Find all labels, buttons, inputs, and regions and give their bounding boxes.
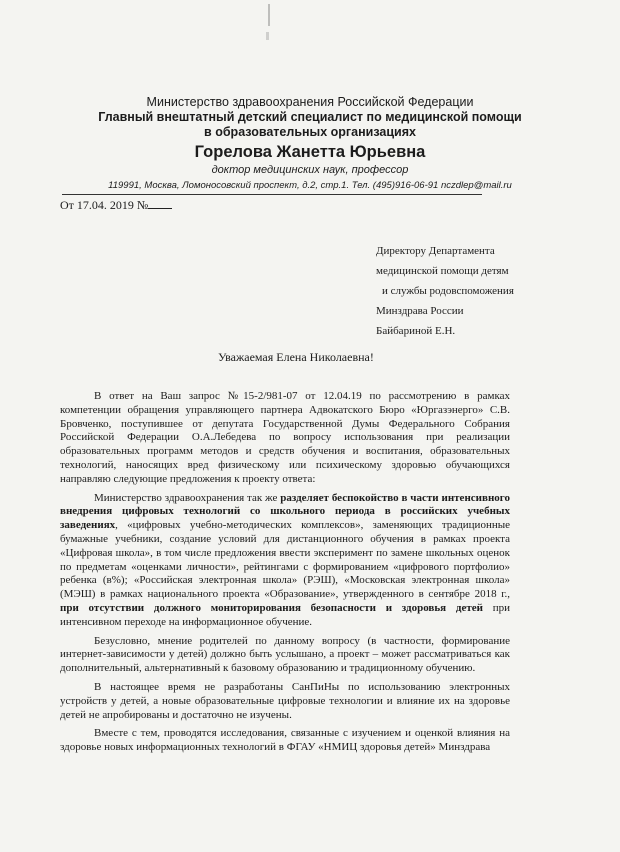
body-paragraph: Вместе с тем, проводятся исследования, связанные с изучением и оценкой влияния на здоровье новых информационных технологий в ФГАУ «НМИЦ здоровья детей» Минздрава: [60, 727, 510, 754]
letterhead-divider: [62, 194, 482, 195]
recipient-block: [376, 241, 556, 341]
body-text: Министерство здравоохранения так же: [94, 491, 281, 504]
letter-body: [60, 390, 510, 760]
body-paragraph: В ответ на Ваш запрос №15-2/981-07 от 12.04.19 по рассмотрению в рамках компетенции обращения управляющего партнера Адвокатского Бюро «Юргазэнерго» С.В. Бровченко, поступившее от депутата Государственной Думы Федерального Собрания Российской Федерации О.А.Лебедева по вопросу использования при реализации образовательных программ методов и средств обучения и воспитания, образовательных технологий, наносящих вред физическому или психическому здоровью обучающихся направляю следующие предложения к проекту ответа:: [60, 390, 510, 485]
body-paragraph: В настоящее время не разработаны СанПиНы по использованию электронных устройств у детей, а новые образовательные цифровые технологии и влияние их на здоровье детей не апробированы и достаточно не изучены.: [60, 680, 510, 721]
body-text: , «цифровых учебно-методических комплексов», заменяющих традиционные бумажные учебники, создание условий для дистанционного обучения в рамках проекта «Цифровая школа», в том числе предложения ввести эксперимент по замене школьных оценок по предметам «оценками личности», рейтингами с формированием «цифрового портфолио» ребенка (в%); «Российская электронная школа» (РЭШ), «Московская электронная школа» (МЭШ) в рамках национального проекта «Образование», утвержденного в сентябре 2018 г.,: [60, 519, 510, 601]
recipient-line: Байбариной Е.Н.: [376, 325, 456, 337]
body-text-bold: при отсутствии должного мониторирования безопасности и здоровья детей: [60, 601, 483, 614]
document-date-number: [60, 198, 172, 213]
specialist-title-line1: Главный внештатный детский специалист по медицинской помощи: [98, 110, 522, 124]
body-paragraph: [60, 492, 510, 630]
recipient-line: медицинской помощи детям: [376, 265, 509, 277]
document-number-blank: [148, 198, 172, 209]
scan-artifact: [266, 32, 269, 40]
ministry-name: Министерство здравоохранения Российской Федерации: [146, 95, 474, 109]
letterhead: [60, 94, 560, 192]
body-text-bold: разделяет беспокойство в части интенсивного внедрения цифровых технологий со школьного периода в российских учебных заведениях: [60, 491, 510, 532]
salutation: Уважаемая Елена Николаевна!: [218, 350, 374, 364]
author-degree: доктор медицинских наук, профессор: [211, 164, 409, 176]
specialist-title-line2: в образовательных организациях: [204, 125, 416, 139]
author-address: 119991, Москва, Ломоносовский проспект, д.2, стр.1. Тел. (495)916-06-91 nczdlep@mail.ru: [108, 180, 512, 191]
body-paragraph: Безусловно, мнение родителей по данному вопросу (в частности, формирование интернет-зависимости у детей) должно быть услышано, а проект – может рассматриваться как дополнительный, альтернативный к базовому образованию и традиционному обучению.: [60, 634, 510, 675]
body-text: при интенсивном переходе на информационное обучение.: [60, 601, 510, 628]
document-date: От 17.04. 2019 №: [60, 198, 149, 212]
recipient-line: Директору Департамента: [376, 245, 495, 257]
recipient-line: Минздрава России: [376, 305, 464, 317]
author-name: Горелова Жанетта Юрьевна: [194, 143, 426, 161]
recipient-line: и службы родовспоможения: [382, 285, 514, 297]
scan-artifact: [268, 4, 270, 26]
